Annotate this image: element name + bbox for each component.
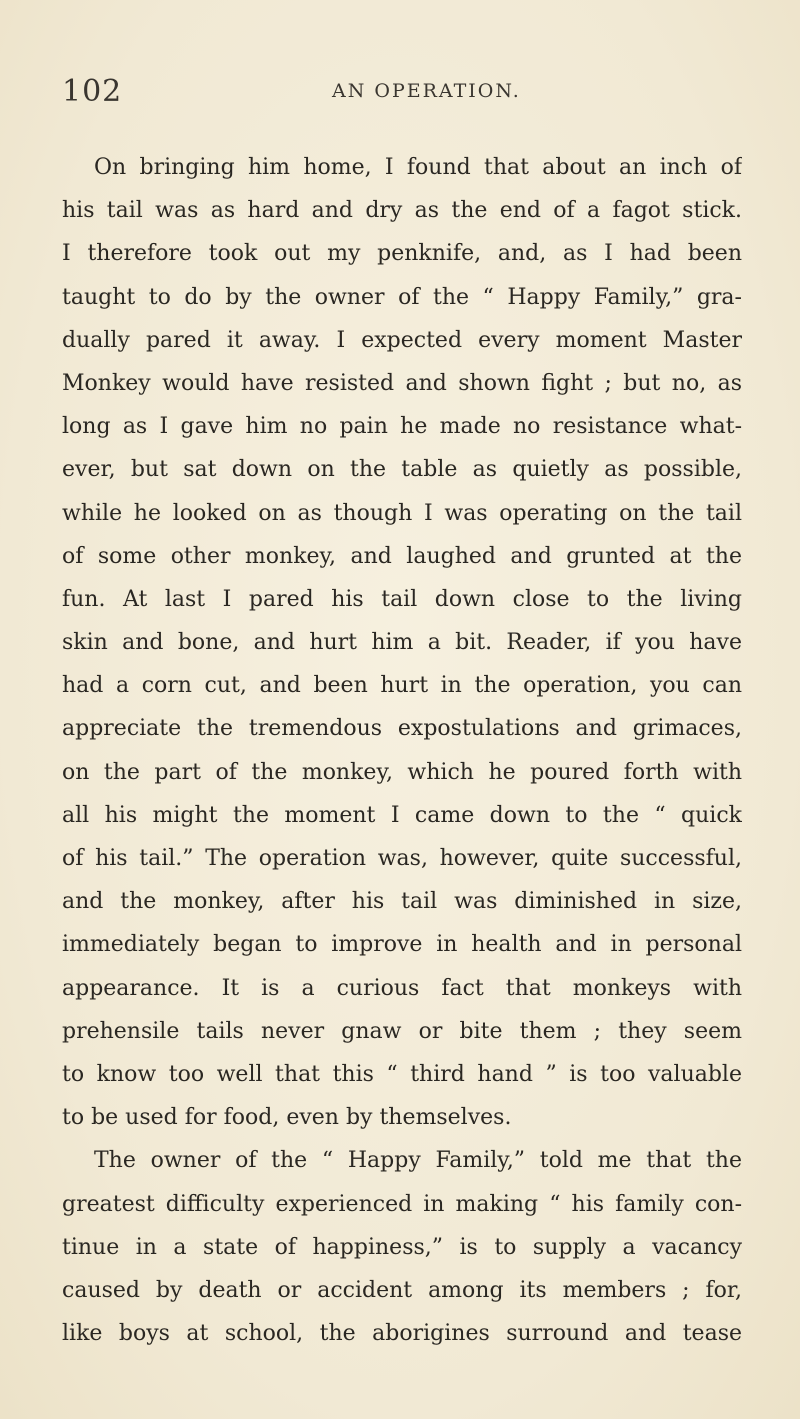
text-line: Monkey would have resisted and shown fight ; but no, as <box>62 370 742 396</box>
text-line: and the monkey, after his tail was diminished in size, <box>62 889 742 915</box>
text-line: fun. At last I pared his tail down close to the living <box>62 586 742 612</box>
text-line: immediately began to improve in health and in personal <box>62 932 742 958</box>
text-line: while he looked on as though I was operating on the tail <box>62 500 742 526</box>
text-line: like boys at school, the aborigines surround and tease <box>62 1321 742 1347</box>
text-line: appreciate the tremendous expostulations and grimaces, <box>62 716 742 742</box>
text-line: to know too well that this “ third hand ” is too valuable <box>62 1061 742 1087</box>
text-line: On bringing him home, I found that about an inch of <box>94 155 742 180</box>
text-line: on the part of the monkey, which he poured forth with <box>62 759 742 785</box>
text-line: The owner of the “ Happy Family,” told me that the <box>94 1148 742 1174</box>
page-header <box>62 74 742 114</box>
page-number: 102 <box>62 74 123 109</box>
text-line: prehensile tails never gnaw or bite them ; they seem <box>62 1018 742 1044</box>
text-line: appearance. It is a curious fact that monkeys with <box>62 975 742 1001</box>
text-line: greatest difficulty experienced in making “ his family con- <box>62 1191 742 1217</box>
text-line: tinue in a state of happiness,” is to supply a vacancy <box>62 1234 742 1260</box>
text-line: all his might the moment I came down to the “ quick <box>62 802 742 828</box>
text-line: of his tail.” The operation was, however, quite successful, <box>62 846 742 871</box>
text-line: dually pared it away. I expected every moment Master <box>62 327 742 353</box>
text-line: had a corn cut, and been hurt in the operation, you can <box>62 673 742 699</box>
text-line: skin and bone, and hurt him a bit. Reader, if you have <box>62 630 742 656</box>
text-line: caused by death or accident among its members ; for, <box>62 1277 742 1303</box>
text-line: I therefore took out my penknife, and, as I had been <box>62 241 742 267</box>
text-line: to be used for food, even by themselves. <box>62 1105 512 1131</box>
body-text <box>62 146 742 1355</box>
text-line: long as I gave him no pain he made no resistance what- <box>62 414 742 440</box>
text-line: of some other monkey, and laughed and grunted at the <box>62 543 742 569</box>
text-line: his tail was as hard and dry as the end of a fagot stick. <box>62 198 742 224</box>
text-line: ever, but sat down on the table as quietly as possible, <box>62 457 742 483</box>
text-line: taught to do by the owner of the “ Happy Family,” gra- <box>62 284 742 310</box>
running-head: AN OPERATION. <box>332 80 521 102</box>
